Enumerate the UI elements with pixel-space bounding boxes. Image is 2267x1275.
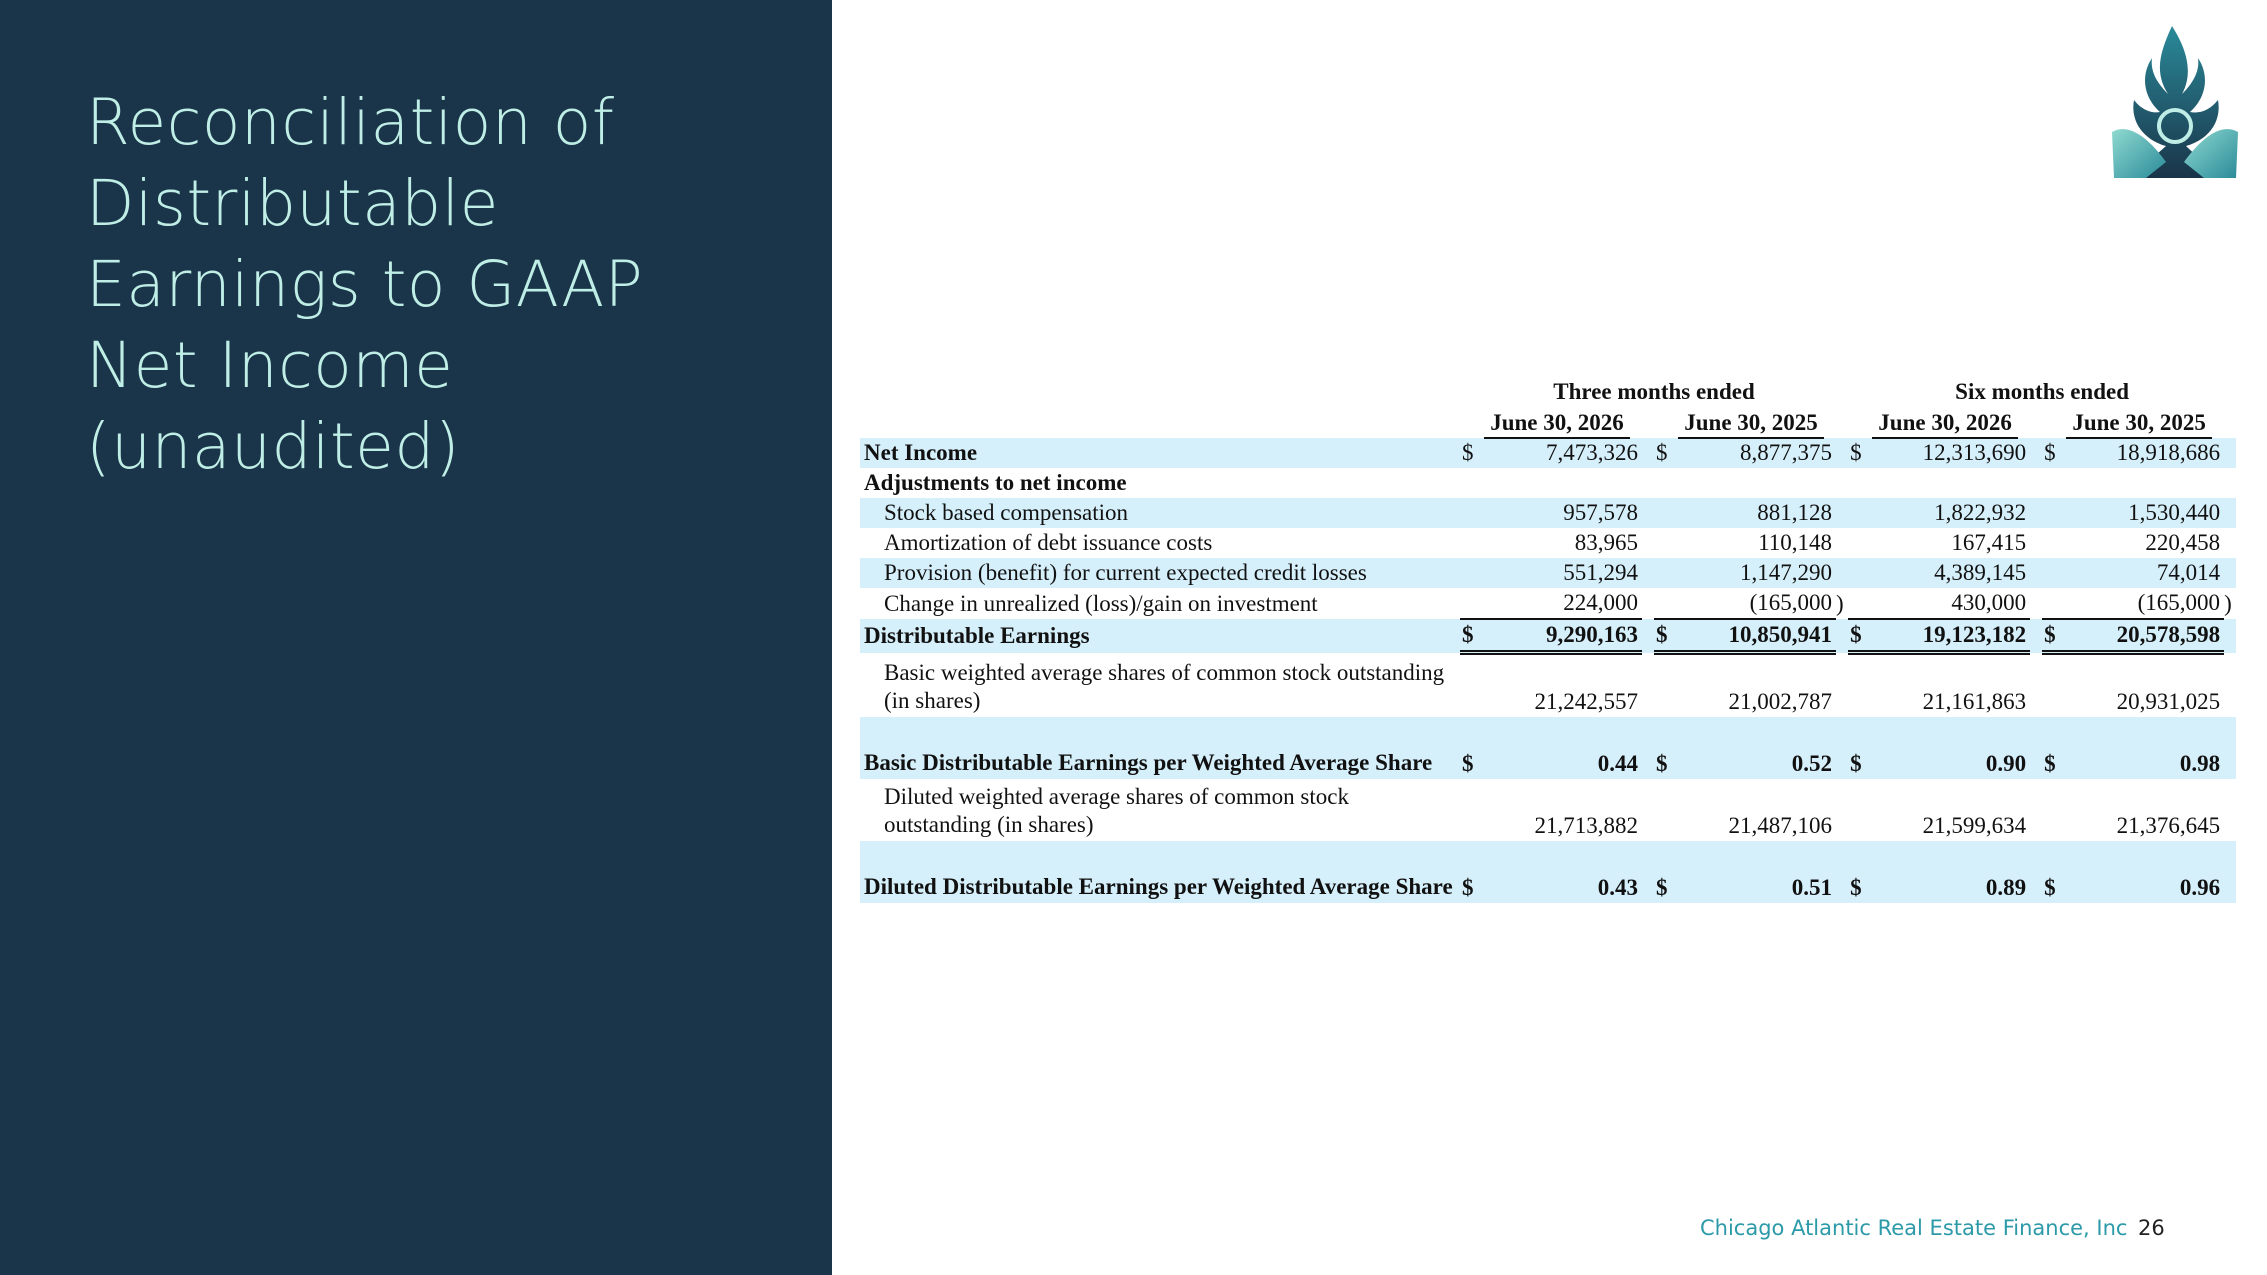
cell-value: (165,000 xyxy=(1676,588,1836,619)
row-label: Diluted Distributable Earnings per Weighted Average Share xyxy=(860,841,1460,903)
cell-value: 74,014 xyxy=(2064,558,2224,588)
row-label: Basic Distributable Earnings per Weighted Average Share xyxy=(860,717,1460,779)
currency-symbol: $ xyxy=(1848,841,1870,903)
cell-value: 220,458 xyxy=(2145,530,2221,555)
cell-value: 7,473,326 xyxy=(1482,438,1642,468)
cell-value: 19,123,182 xyxy=(1870,619,2030,653)
cell-value: 21,599,634 xyxy=(1922,813,2027,838)
cell-value: 1,530,440 xyxy=(2064,498,2224,528)
currency-symbol: $ xyxy=(2042,841,2064,903)
table-row-amortization xyxy=(860,528,2236,558)
group-header-six-months: Six months ended xyxy=(1955,379,2129,404)
table-row-stock-comp xyxy=(860,498,2236,528)
cell-value: 20,578,598 xyxy=(2064,619,2224,653)
currency-symbol: $ xyxy=(1460,841,1482,903)
title-line: (unaudited) xyxy=(86,410,460,483)
flame-logo-icon xyxy=(2110,22,2240,182)
currency-symbol: $ xyxy=(2042,619,2064,653)
cell-value: 110,148 xyxy=(1758,530,1832,555)
cell-value: 167,415 xyxy=(1951,530,2027,555)
cell-value: 224,000 xyxy=(1482,588,1642,619)
cell-value: 0.43 xyxy=(1482,841,1642,903)
currency-symbol: $ xyxy=(1460,619,1482,653)
cell-value: (165,000 xyxy=(2064,588,2224,619)
cell-value: 21,376,645 xyxy=(2116,813,2221,838)
currency-symbol: $ xyxy=(1848,438,1870,468)
cell-value: 0.44 xyxy=(1482,717,1642,779)
row-label: Change in unrealized (loss)/gain on investment xyxy=(884,590,1318,616)
cell-value: 10,850,941 xyxy=(1676,619,1836,653)
cell-value: 0.90 xyxy=(1870,717,2030,779)
cell-value: 21,002,787 xyxy=(1728,689,1832,714)
cell-value: 20,931,025 xyxy=(2116,689,2221,714)
table-row-diluted-shares xyxy=(860,779,2236,841)
page-number: 26 xyxy=(2138,1216,2165,1240)
date-header-row xyxy=(860,408,2236,438)
cell-value: 957,578 xyxy=(1482,498,1642,528)
cell-value: 83,965 xyxy=(1574,530,1638,555)
cell-value: 8,877,375 xyxy=(1676,438,1836,468)
table-row-distributable-earnings xyxy=(860,619,2236,653)
table-row-basic-shares xyxy=(860,653,2236,718)
cell-value: 18,918,686 xyxy=(2064,438,2224,468)
title-panel xyxy=(0,0,832,1275)
date-header: June 30, 2025 xyxy=(2066,410,2212,439)
currency-symbol: $ xyxy=(1654,438,1676,468)
table-row-net-income xyxy=(860,438,2236,468)
row-label: Stock based compensation xyxy=(860,498,1460,528)
table-row-diluted-eps xyxy=(860,841,2236,903)
table-row-provision xyxy=(860,558,2236,588)
currency-symbol: $ xyxy=(1460,438,1482,468)
cell-value: 0.96 xyxy=(2064,841,2224,903)
cell-value: 21,161,863 xyxy=(1922,689,2027,714)
currency-symbol: $ xyxy=(1654,717,1676,779)
currency-symbol: $ xyxy=(2042,438,2064,468)
reconciliation-table xyxy=(860,376,2236,903)
currency-symbol: $ xyxy=(1848,717,1870,779)
cell-value: 12,313,690 xyxy=(1870,438,2030,468)
currency-symbol: $ xyxy=(2042,717,2064,779)
cell-value: 21,242,557 xyxy=(1534,689,1638,714)
cell-value: 551,294 xyxy=(1482,558,1642,588)
row-label: Adjustments to net income xyxy=(864,470,1127,495)
cell-value: 0.51 xyxy=(1676,841,1836,903)
cell-value: 0.52 xyxy=(1676,717,1836,779)
row-label: Provision (benefit) for current expected credit losses xyxy=(860,558,1460,588)
cell-value: 0.89 xyxy=(1870,841,2030,903)
date-header: June 30, 2026 xyxy=(1484,410,1630,439)
row-label: Distributable Earnings xyxy=(860,619,1460,653)
cell-value: 4,389,145 xyxy=(1870,558,2030,588)
currency-symbol: $ xyxy=(1654,619,1676,653)
table-row-unrealized: Change in unrealized (loss)/gain on investment 224,000 (165,000 ) 430,000 (165,000 ) xyxy=(860,588,2236,619)
currency-symbol: $ xyxy=(1460,717,1482,779)
currency-symbol: $ xyxy=(1848,619,1870,653)
group-header-three-months: Three months ended xyxy=(1553,379,1755,404)
table-row-basic-eps xyxy=(860,717,2236,779)
title-line: Reconciliation of xyxy=(86,86,615,159)
cell-value: 9,290,163 xyxy=(1482,619,1642,653)
table-row-adjustments xyxy=(860,468,2236,498)
row-label: Basic weighted average shares of common stock outstanding (in shares) xyxy=(884,660,1445,713)
title-line: Distributable xyxy=(86,167,499,240)
cell-value: 1,147,290 xyxy=(1676,558,1836,588)
cell-value: 881,128 xyxy=(1676,498,1836,528)
row-label: Net Income xyxy=(860,438,1460,468)
footer-company-name: Chicago Atlantic Real Estate Finance, Inc xyxy=(1700,1216,2128,1240)
row-label: Amortization of debt issuance costs xyxy=(884,530,1213,555)
cell-value: 0.98 xyxy=(2064,717,2224,779)
cell-value: 21,713,882 xyxy=(1534,813,1638,838)
date-header: June 30, 2026 xyxy=(1872,410,2018,439)
row-label: Diluted weighted average shares of common stock outstanding (in shares) xyxy=(884,784,1349,837)
title-line: Earnings to GAAP xyxy=(86,248,644,321)
cell-value: 430,000 xyxy=(1870,588,2030,619)
title-line: Net Income xyxy=(86,329,454,402)
cell-value: 1,822,932 xyxy=(1870,498,2030,528)
date-header: June 30, 2025 xyxy=(1678,410,1824,439)
cell-value: 21,487,106 xyxy=(1728,813,1832,838)
slide-title xyxy=(86,82,786,487)
group-header-row xyxy=(860,376,2236,408)
currency-symbol: $ xyxy=(1654,841,1676,903)
